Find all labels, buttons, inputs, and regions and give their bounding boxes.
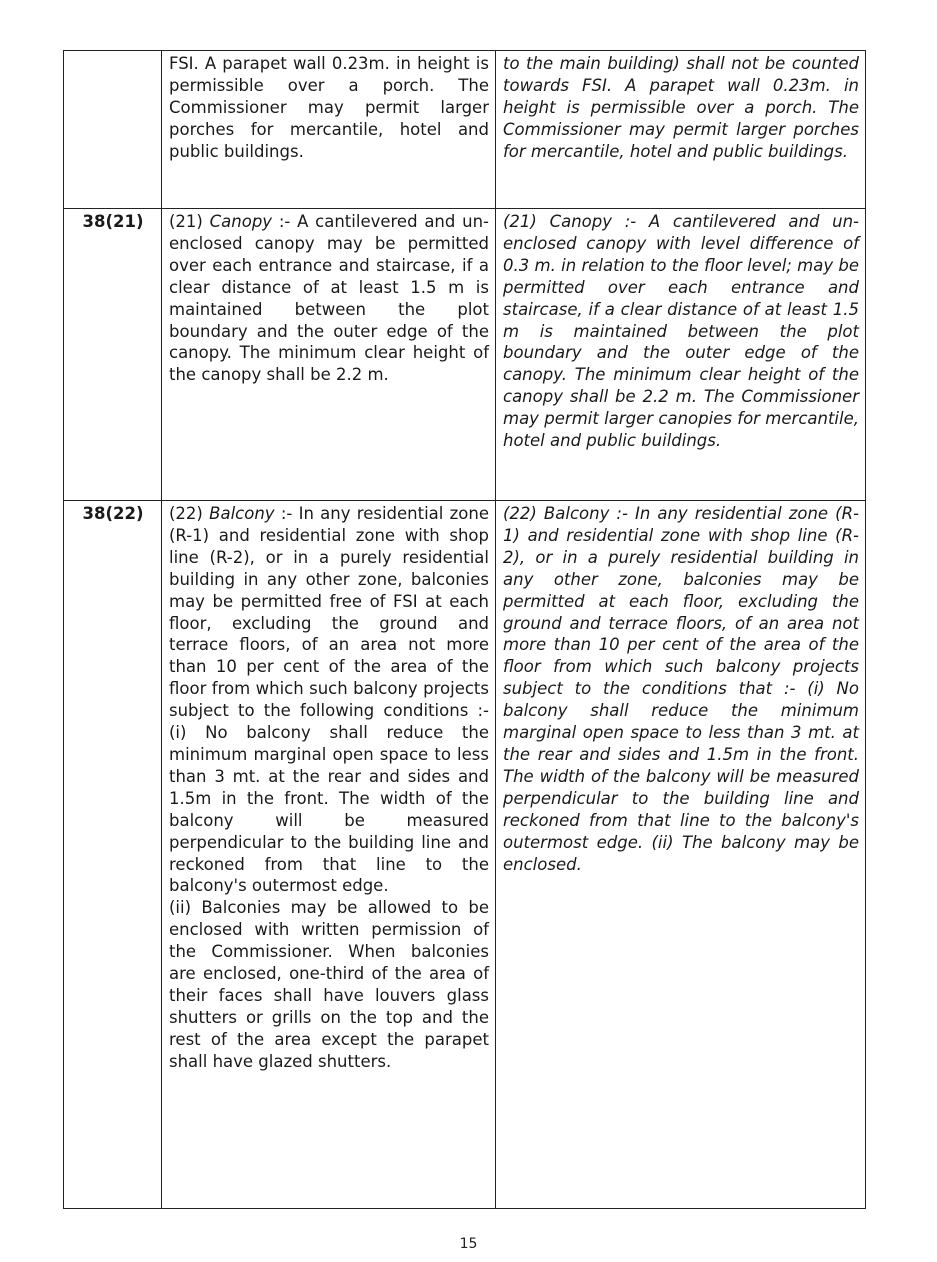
- clause-term: Balcony: [209, 504, 275, 523]
- table-row: [64, 501, 866, 1209]
- regulation-number: 38(22): [64, 501, 162, 1209]
- existing-regulation-cell: [162, 501, 496, 1209]
- regulations-comparison-table: [63, 50, 866, 1209]
- page-number: 15: [459, 1236, 478, 1252]
- regulation-number: [64, 51, 162, 209]
- table-row: [64, 209, 866, 501]
- existing-regulation-text-2: (ii) Balconies may be allowed to be enclosed with written permission of the Commissioner. When balconies are enclosed, one-third of the area of their faces shall have louvers glass shutters or grills on the top and the rest of the area except the parapet shall have glazed shutters.: [169, 898, 489, 1071]
- regulation-number: 38(21): [64, 209, 162, 501]
- existing-regulation-text: :- A cantilevered and un-enclosed canopy may be permitted over each entrance and staircase, if a clear distance of at least 1.5 m is maintained between the plot boundary and the outer edge of the canopy. The minimum clear height of the canopy shall be 2.2 m.: [169, 212, 489, 385]
- table-row: [64, 51, 866, 209]
- proposed-regulation-text: to the main building) shall not be counted towards FSI. A parapet wall 0.23m. in height is permissible over a porch. The Commissioner may permit larger porches for mercantile, hotel and public buildings.: [496, 51, 866, 209]
- existing-regulation-cell: [162, 209, 496, 501]
- proposed-regulation-text: (22) Balcony :- In any residential zone (R-1) and residential zone with shop line (R-2), or in a purely residential building in any other zone, balconies may be permitted at each floor, excluding the ground and terrace floors, of an area not more than 10 per cent of the area of the floor from which such balcony projects subject to the conditions that :- (i) No balcony shall reduce the minimum marginal open space to less than 3 mt. at the rear and sides and 1.5m in the front. The width of the balcony will be measured perpendicular to the building line and reckoned from that line to the balcony's outermost edge. (ii) The balcony may be enclosed.: [496, 501, 866, 1209]
- proposed-regulation-text: (21) Canopy :- A cantilevered and un-enclosed canopy with level difference of 0.3 m. in relation to the floor level; may be permitted over each entrance and staircase, if a clear distance of at least 1.5 m is maintained between the plot boundary and the outer edge of the canopy. The minimum clear height of the canopy shall be 2.2 m. The Commissioner may permit larger canopies for mercantile, hotel and public buildings.: [496, 209, 866, 501]
- existing-regulation-text: :- In any residential zone (R-1) and residential zone with shop line (R-2), or in a purely residential building in any other zone, balconies may be permitted free of FSI at each floor, excluding the ground and terrace floors, of an area not more than 10 per cent of the area of the floor from which such balcony projects subject to the following conditions :- (i) No balcony shall reduce the minimum marginal open space to less than 3 mt. at the rear and sides and 1.5m in the front. The width of the balcony will be measured perpendicular to the building line and reckoned from that line to the balcony's outermost edge.: [169, 504, 489, 896]
- clause-prefix: (22): [169, 504, 210, 523]
- clause-prefix: (21): [169, 212, 210, 231]
- existing-regulation-text: FSI. A parapet wall 0.23m. in height is permissible over a porch. The Commissioner may permit larger porches for mercantile, hotel and public buildings.: [162, 51, 496, 209]
- clause-term: Canopy: [209, 212, 273, 231]
